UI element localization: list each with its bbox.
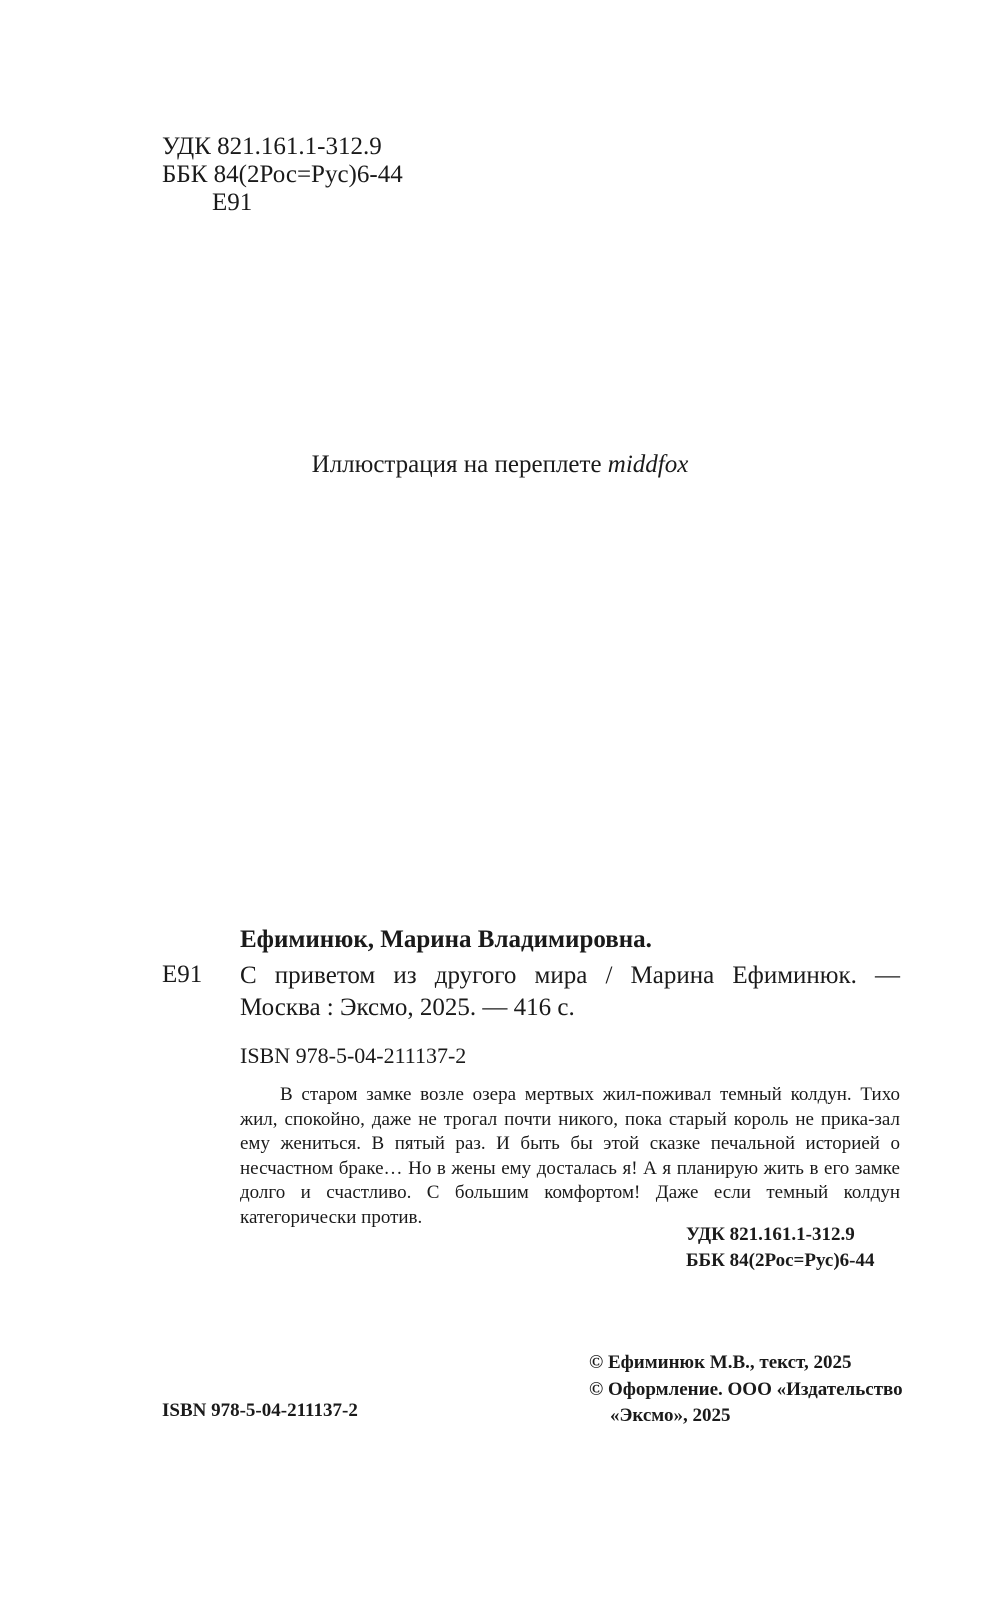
header-udk: УДК 821.161.1-312.9	[162, 133, 382, 160]
illustration-label: Иллюстрация на переплете	[311, 451, 602, 478]
card-isbn: ISBN 978-5-04-211137-2	[240, 1043, 467, 1068]
card-author-mark: Е91	[162, 961, 203, 988]
card-author: Ефиминюк, Марина Владимировна.	[240, 926, 652, 953]
card-title	[240, 960, 900, 1024]
copyright-design-line2: «Эксмо», 2025	[610, 1405, 731, 1426]
header-bbk: ББК 84(2Рос=Рус)6-44	[162, 161, 403, 188]
footer-isbn: ISBN 978-5-04-211137-2	[162, 1400, 358, 1421]
header-author-mark: Е91	[212, 189, 253, 216]
copyright-text: © Ефиминюк М.В., текст, 2025	[589, 1352, 852, 1373]
card-bbk: ББК 84(2Рос=Рус)6-44	[686, 1250, 875, 1271]
card-annotation: В старом замке возле озера мертвых жил-поживал темный колдун. Тихо жил, спокойно, даже не трогал почти никого, пока старый король не прика-зал ему жениться. В пятый раз. И быть бы этой сказке печальной историей о несчастном браке… Но в жены ему досталась я! А я планирую жить в его замке долго и счастливо. С большим комфортом! Даже если темный колдун категорически против.	[240, 1084, 900, 1228]
illustration-artist: middfox	[607, 451, 689, 478]
card-udk: УДК 821.161.1-312.9	[686, 1224, 855, 1245]
card-title-line2: Москва : Эксмо, 2025. — 416 с.	[240, 994, 575, 1021]
illustration-credit	[0, 450, 1000, 480]
copyright-design-line1: © Оформление. ООО «Издательство	[589, 1379, 903, 1400]
card-title-line1: С приветом из другого мира / Марина Ефиминюк. —	[240, 962, 900, 989]
